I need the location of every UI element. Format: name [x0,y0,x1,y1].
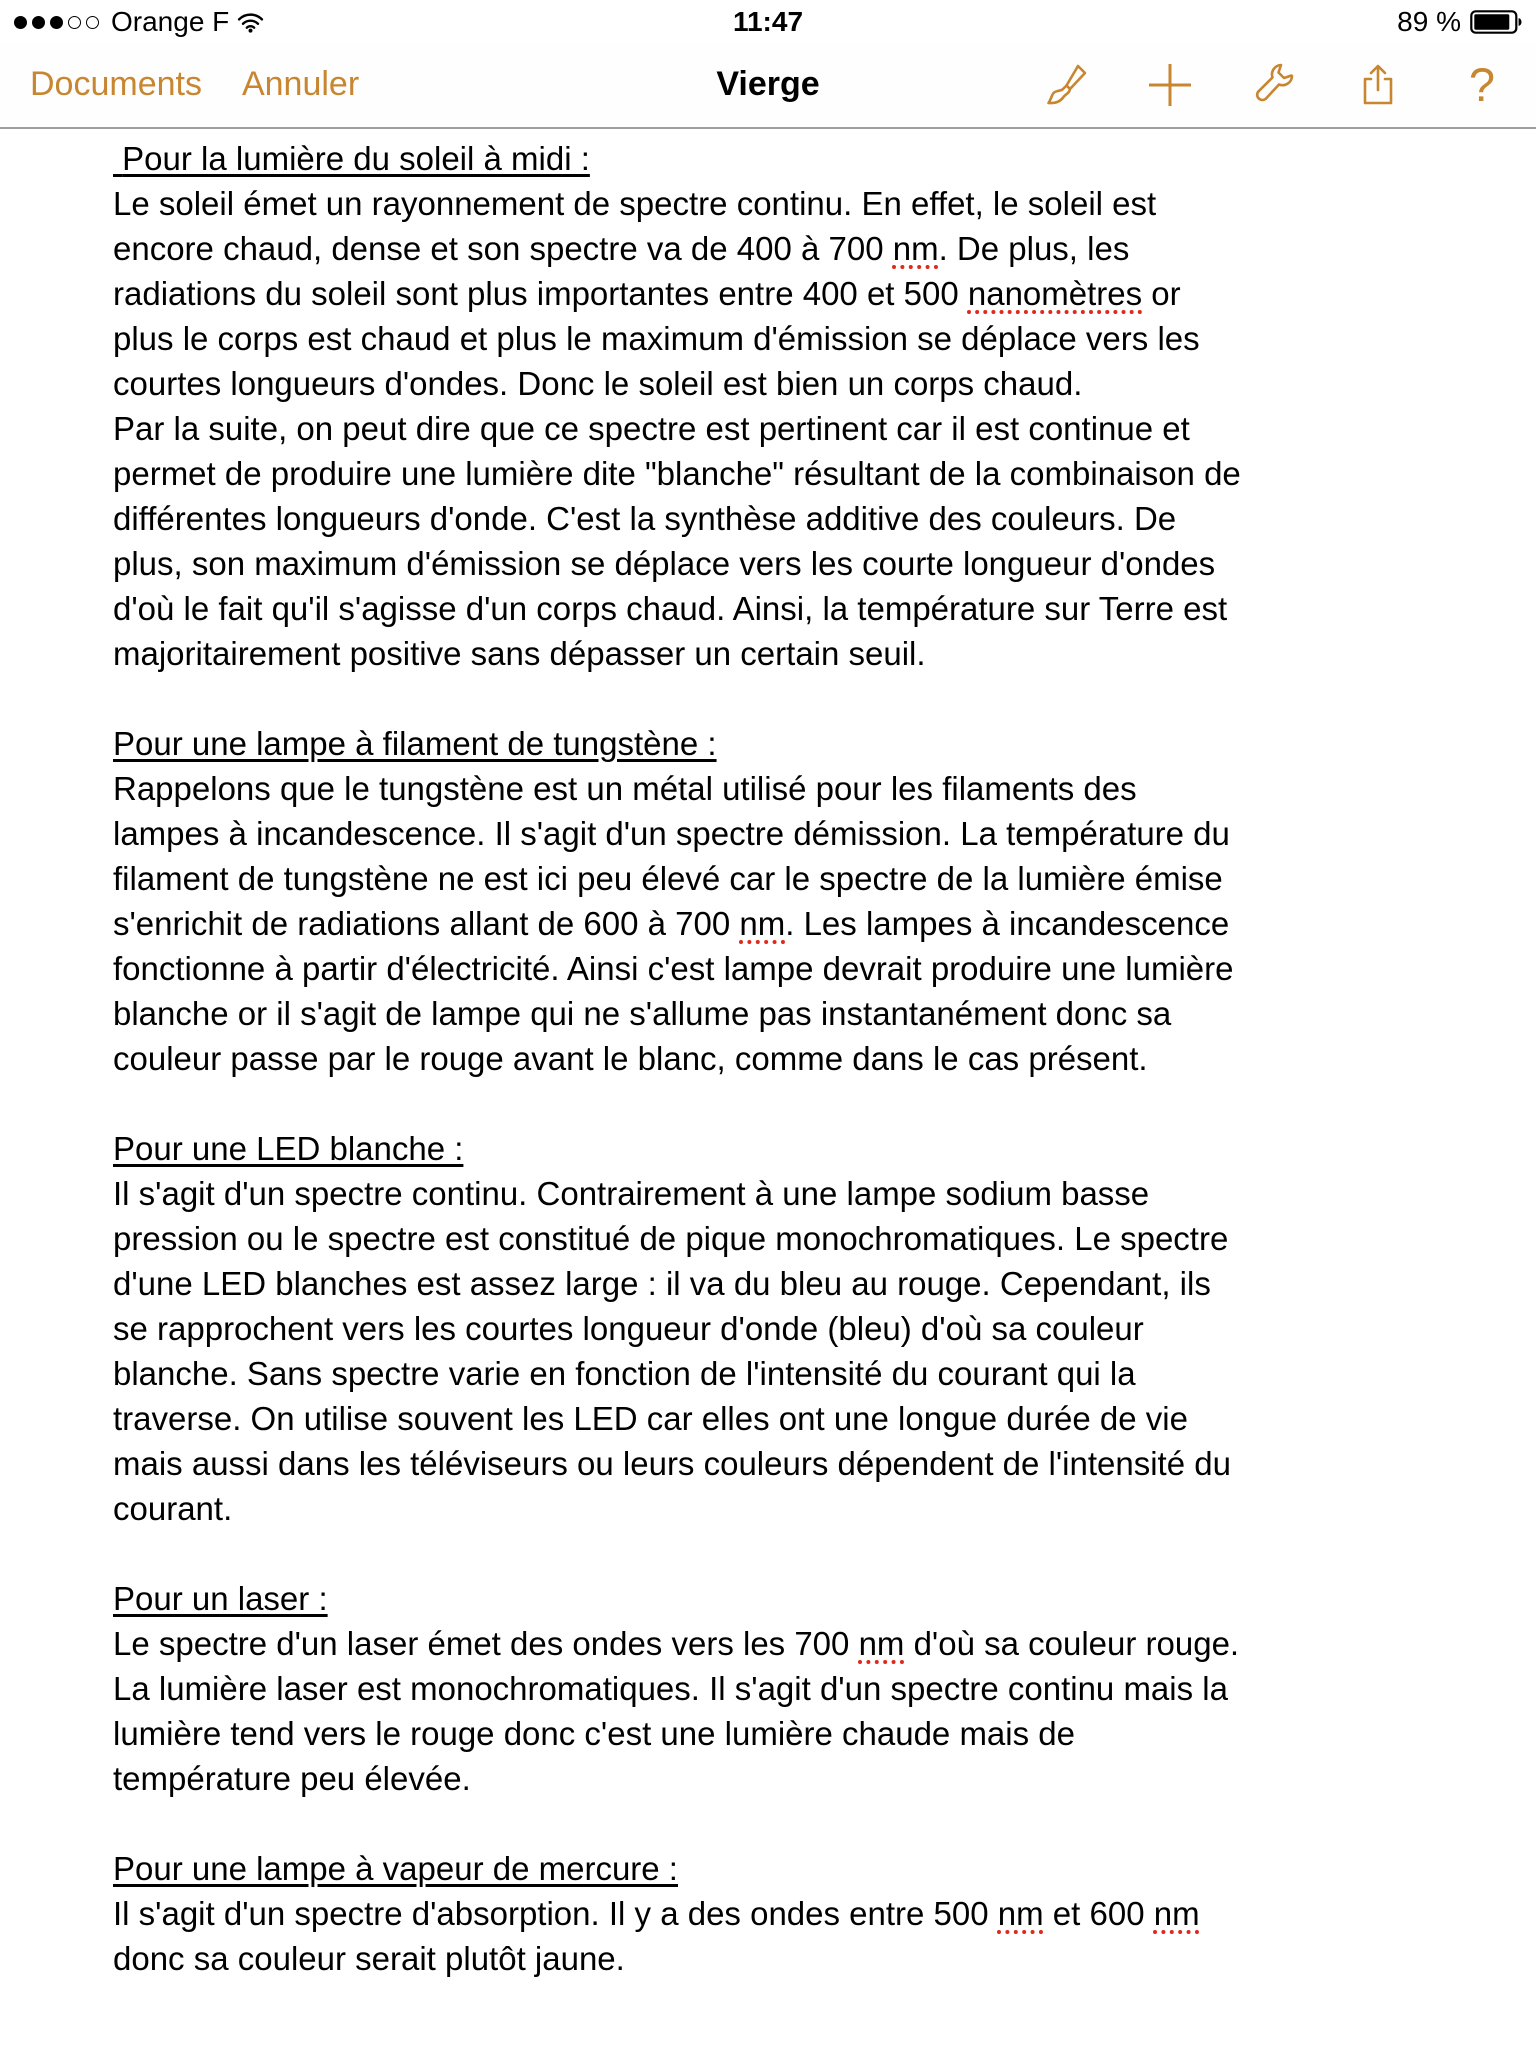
misspelled-word: nanomètres [967,275,1143,312]
text-line: plus le corps est chaud et plus le maximum d'émission se déplace vers les [113,320,1200,357]
undo-button[interactable]: Annuler [241,65,360,103]
tools-icon[interactable] [1250,61,1298,109]
text-line: Il s'agit d'un spectre d'absorption. Il y a des ondes entre 500 nm et 600 nm [113,1895,1200,1932]
document-section [113,721,1496,1081]
text-line: fonctionne à partir d'électricité. Ainsi c'est lampe devrait produire une lumière [113,950,1234,987]
section-heading: Pour une lampe à filament de tungstène : [113,725,717,762]
status-right-cluster [1397,6,1522,38]
section-heading: Pour une LED blanche : [113,1130,464,1167]
text-line: traverse. On utilise souvent les LED car elles ont une longue durée de vie [113,1400,1188,1437]
misspelled-word: nm [997,1895,1044,1932]
document-section [113,1846,1496,1981]
section-heading: Pour une lampe à vapeur de mercure : [113,1850,678,1887]
document-section [113,136,1496,676]
document-section [113,1576,1496,1801]
text-line: courtes longueurs d'ondes. Donc le soleil est bien un corps chaud. [113,365,1083,402]
text-line: plus, son maximum d'émission se déplace vers les courte longueur d'ondes [113,545,1216,582]
text-line: blanche. Sans spectre varie en fonction de l'intensité du courant qui la [113,1355,1136,1392]
text-line: mais aussi dans les téléviseurs ou leurs couleurs dépendent de l'intensité du [113,1445,1231,1482]
clock: 11:47 [732,6,804,37]
text-line: couleur passe par le rouge avant le blanc, comme dans le cas présent. [113,1040,1148,1077]
document-body[interactable] [0,129,1536,1981]
text-line: radiations du soleil sont plus importantes entre 400 et 500 nanomètres or [113,275,1181,312]
text-line: Par la suite, on peut dire que ce spectre est pertinent car il est continue et [113,410,1190,447]
carrier-label: Orange F [111,6,230,37]
misspelled-word: nm [1153,1895,1200,1932]
text-line: différentes longueurs d'onde. C'est la synthèse additive des couleurs. De [113,500,1177,537]
text-line: encore chaud, dense et son spectre va de 400 à 700 nm. De plus, les [113,230,1130,267]
help-icon[interactable] [1458,58,1506,111]
misspelled-word: nm [739,905,786,942]
section-heading: Pour la lumière du soleil à midi : [113,140,590,177]
text-line: Le spectre d'un laser émet des ondes vers les 700 nm d'où sa couleur rouge. [113,1625,1240,1662]
status-bar [0,0,1536,42]
battery-percent-label: 89 % [1397,6,1461,37]
text-line: filament de tungstène ne est ici peu élevé car le spectre de la lumière émise [113,860,1223,897]
text-line: Rappelons que le tungstène est un métal utilisé pour les filaments des [113,770,1137,807]
text-line: donc sa couleur serait plutôt jaune. [113,1940,625,1977]
section-heading: Pour un laser : [113,1580,328,1617]
misspelled-word: nm [858,1625,905,1662]
document-section [113,1126,1496,1531]
text-line: blanche or il s'agit de lampe qui ne s'allume pas instantanément donc sa [113,995,1172,1032]
text-line: se rapprochent vers les courtes longueur d'onde (bleu) d'où sa couleur [113,1310,1144,1347]
add-icon[interactable] [1146,61,1194,109]
misspelled-word: nm [892,230,939,267]
documents-button[interactable]: Documents [30,65,202,103]
text-line: courant. [113,1490,233,1527]
toolbar-right [1042,58,1506,111]
share-icon[interactable] [1354,61,1402,109]
text-line: Le soleil émet un rayonnement de spectre continu. En effet, le soleil est [113,185,1157,222]
text-line: s'enrichit de radiations allant de 600 à 700 nm. Les lampes à incandescence [113,905,1230,942]
toolbar [0,42,1536,129]
text-line: température peu élevée. [113,1760,471,1797]
battery-icon [1470,10,1522,34]
text-line: lampes à incandescence. Il s'agit d'un spectre démission. La température du [113,815,1230,852]
text-line: majoritairement positive sans dépasser un certain seuil. [113,635,926,672]
text-line: d'où le fait qu'il s'agisse d'un corps chaud. Ainsi, la température sur Terre est [113,590,1228,627]
format-brush-icon[interactable] [1042,61,1090,109]
help-glyph: ? [1468,58,1496,111]
text-line: permet de produire une lumière dite "blanche" résultant de la combinaison de [113,455,1241,492]
text-line: Il s'agit d'un spectre continu. Contrairement à une lampe sodium basse [113,1175,1150,1212]
text-line: La lumière laser est monochromatiques. Il s'agit d'un spectre continu mais la [113,1670,1228,1707]
text-line: lumière tend vers le rouge donc c'est une lumière chaude mais de [113,1715,1075,1752]
document-title: Vierge [716,65,820,103]
text-line: d'une LED blanches est assez large : il va du bleu au rouge. Cependant, ils [113,1265,1211,1302]
toolbar-left [30,65,359,104]
text-line: pression ou le spectre est constitué de pique monochromatiques. Le spectre [113,1220,1229,1257]
